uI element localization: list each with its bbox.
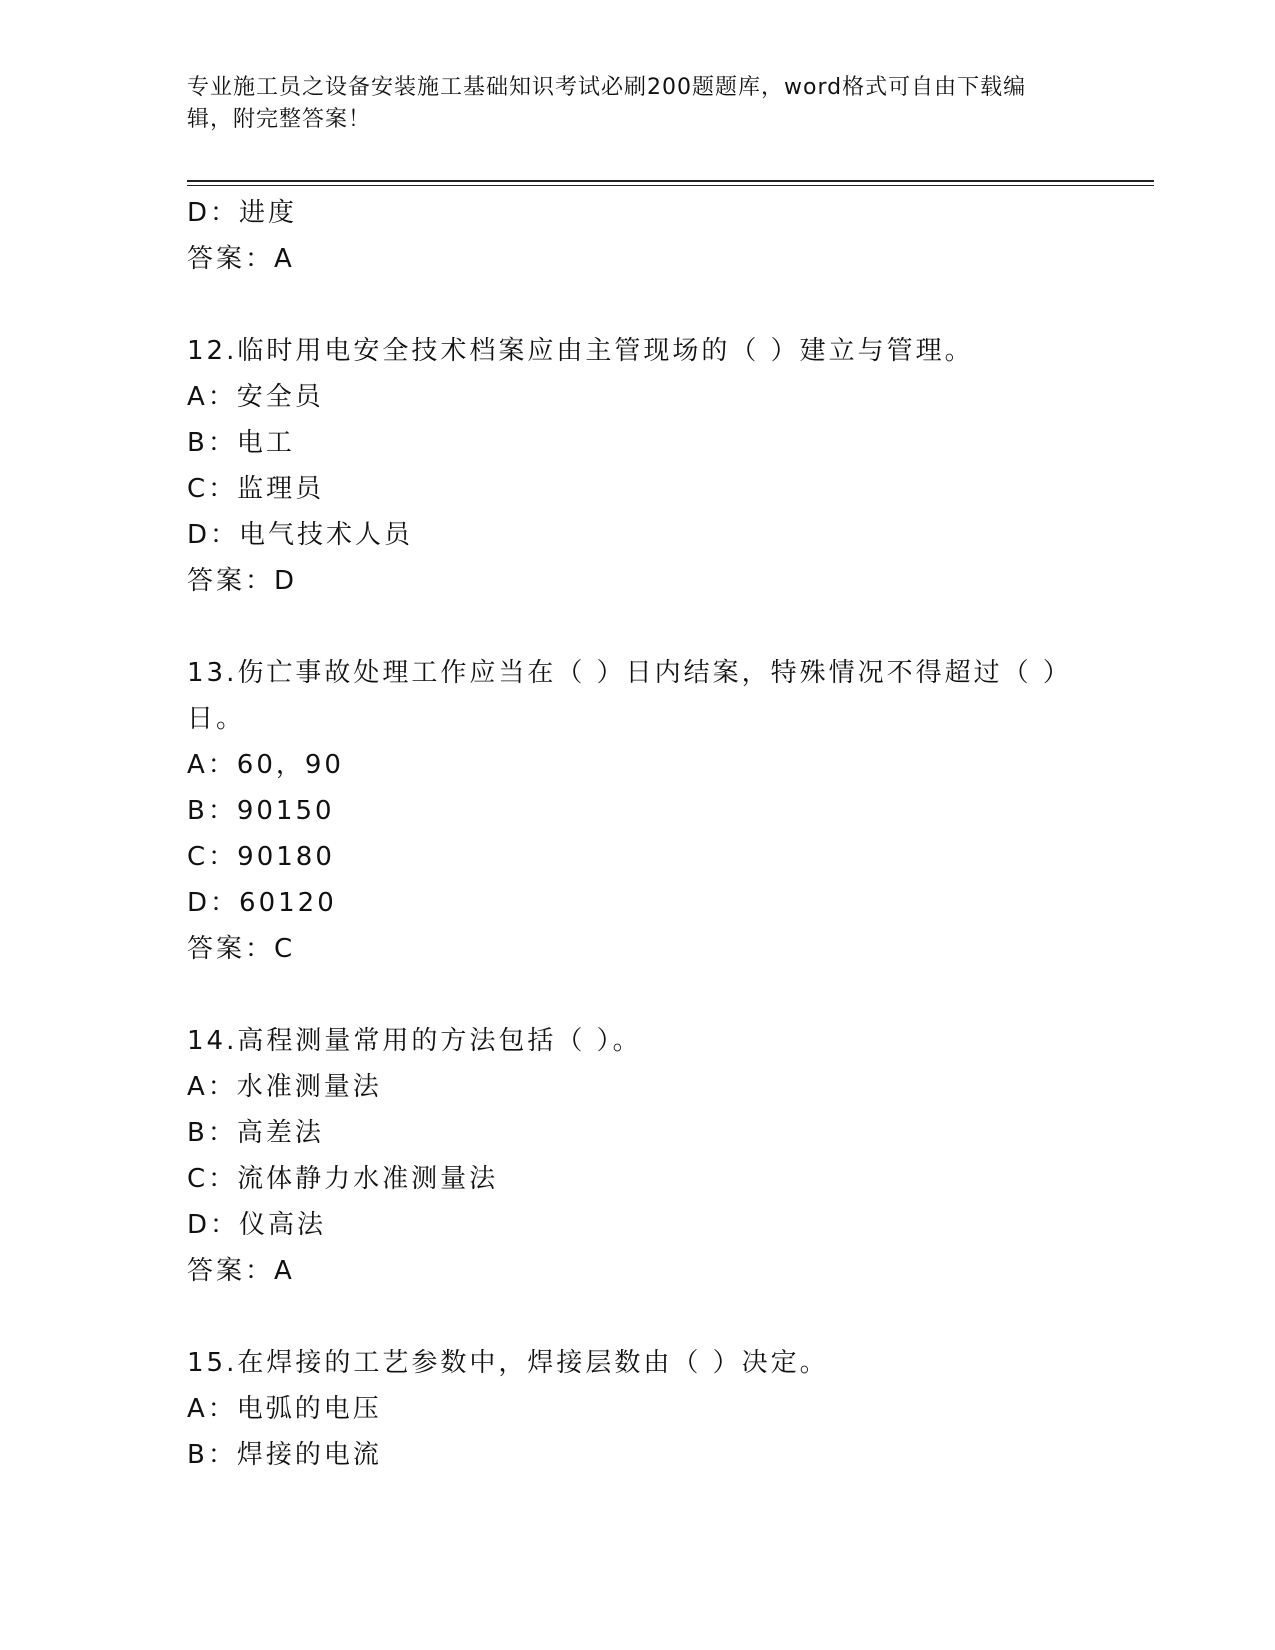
spacer bbox=[187, 972, 1067, 1018]
option-d: D：60120 bbox=[187, 888, 337, 918]
option-d: D：进度 bbox=[187, 198, 298, 228]
document-header bbox=[187, 72, 1067, 136]
spacer bbox=[187, 282, 1067, 328]
question-text: 15.在焊接的工艺参数中，焊接层数由（ ）决定。 bbox=[187, 1348, 829, 1378]
option-a: A：水准测量法 bbox=[187, 1072, 382, 1102]
spacer bbox=[187, 1294, 1067, 1340]
header-rule-thick bbox=[187, 180, 1154, 182]
document-title: 专业施工员之设备安装施工基础知识考试必刷200题题库，word格式可自由下载编辑，附完整答案！ bbox=[187, 75, 1027, 132]
question-text: 12.临时用电安全技术档案应由主管现场的（ ）建立与管理。 bbox=[187, 336, 974, 366]
header-rule-thin bbox=[187, 185, 1154, 186]
option-a: A：安全员 bbox=[187, 382, 324, 412]
question-12 bbox=[187, 328, 1067, 604]
answer: 答案：D bbox=[187, 566, 298, 596]
option-c: C：流体静力水准测量法 bbox=[187, 1164, 499, 1194]
question-text-line-1: 13.伤亡事故处理工作应当在（ ）日内结案，特殊情况不得超过（ ） bbox=[187, 658, 1072, 688]
answer: 答案：A bbox=[187, 244, 295, 274]
option-b: B：电工 bbox=[187, 428, 295, 458]
option-d: D：仪高法 bbox=[187, 1210, 327, 1240]
option-b: B：焊接的电流 bbox=[187, 1440, 382, 1470]
answer: 答案：C bbox=[187, 934, 296, 964]
question-text-line-2: 日。 bbox=[187, 704, 246, 734]
answer: 答案：A bbox=[187, 1256, 295, 1286]
question-14 bbox=[187, 1018, 1067, 1294]
question-13 bbox=[187, 650, 1072, 972]
question-15 bbox=[187, 1340, 1067, 1478]
option-c: C：90180 bbox=[187, 842, 335, 872]
option-b: B：90150 bbox=[187, 796, 335, 826]
question-text: 14.高程测量常用的方法包括（ ）。 bbox=[187, 1026, 642, 1056]
document-body bbox=[187, 190, 1072, 1478]
option-b: B：高差法 bbox=[187, 1118, 324, 1148]
option-a: A：60，90 bbox=[187, 750, 344, 780]
spacer bbox=[187, 604, 1067, 650]
option-c: C：监理员 bbox=[187, 474, 325, 504]
option-a: A：电弧的电压 bbox=[187, 1394, 382, 1424]
option-d: D：电气技术人员 bbox=[187, 520, 414, 550]
